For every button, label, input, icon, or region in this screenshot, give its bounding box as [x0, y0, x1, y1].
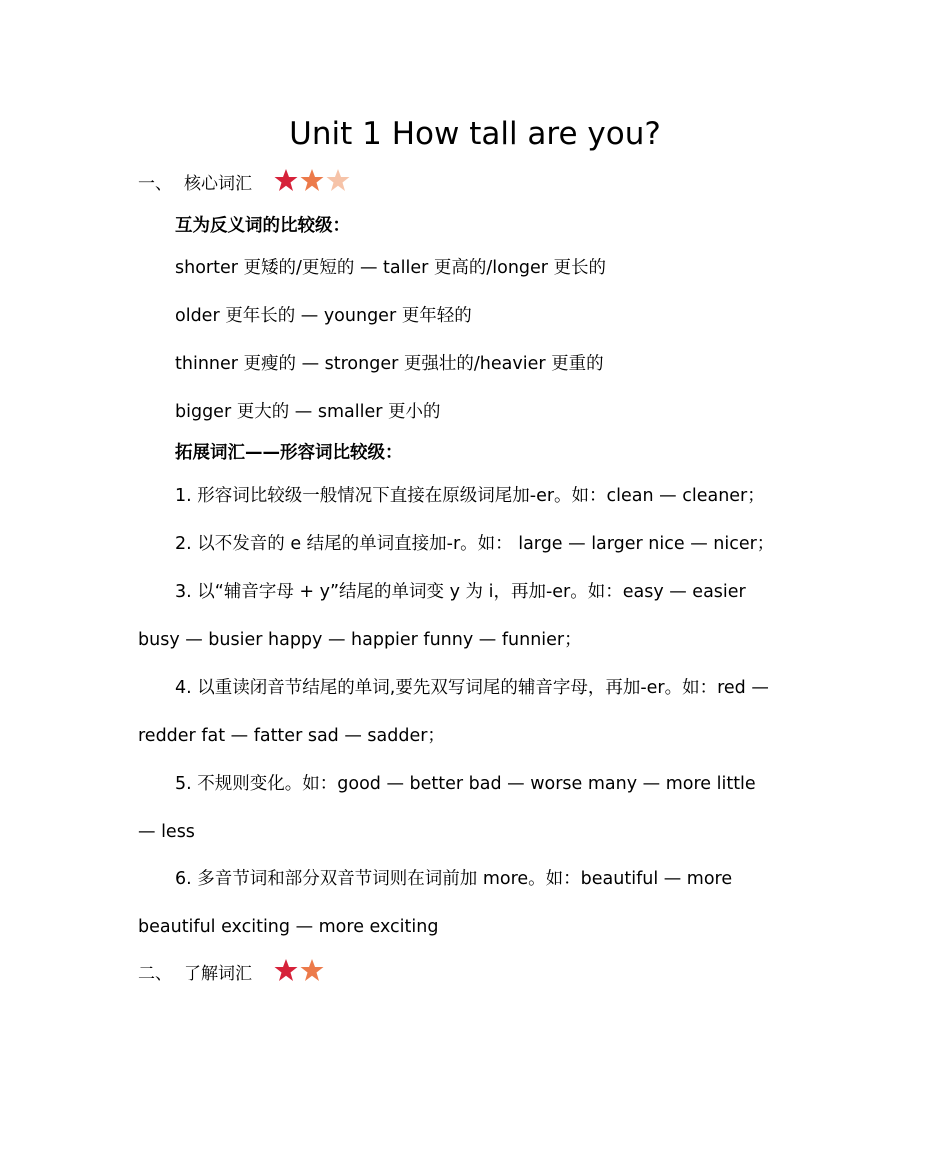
- section-heading-1: [138, 172, 252, 196]
- rule-line: 3. 以“辅音字母 + y”结尾的单词变 y 为 i，再加-er。如：easy — easier: [175, 582, 746, 602]
- section-label: 核心词汇: [184, 174, 252, 194]
- vocab-line: shorter 更矮的/更短的 — taller 更高的/longer 更长的: [175, 258, 607, 278]
- rule-line: 6. 多音节词和部分双音节词则在词前加 more。如：beautiful — more: [175, 869, 733, 889]
- star-icon: [300, 958, 324, 982]
- vocab-line: bigger 更大的 — smaller 更小的: [175, 402, 441, 422]
- rule-line: beautiful exciting — more exciting: [138, 917, 439, 937]
- rule-line: 4. 以重读闭音节结尾的单词,要先双写词尾的辅音字母，再加-er。如：red —: [175, 678, 769, 698]
- section-number: 二、: [138, 964, 172, 984]
- rule-line: 1. 形容词比较级一般情况下直接在原级词尾加-er。如：clean — cleaner；: [175, 486, 765, 506]
- rule-line: 2. 以不发音的 e 结尾的单词直接加-r。如： large — larger nice — nicer；: [175, 534, 775, 554]
- document-title: Unit 1 How tall are you?: [289, 116, 661, 152]
- subheading-extended: 拓展词汇——形容词比较级：: [175, 443, 403, 463]
- vocab-line: thinner 更瘦的 — stronger 更强壮的/heavier 更重的: [175, 354, 604, 374]
- subheading-antonyms: 互为反义词的比较级：: [175, 216, 350, 236]
- rating-stars-1: [274, 168, 350, 192]
- star-icon: [274, 958, 298, 982]
- section-number: 一、: [138, 174, 172, 194]
- star-icon: [326, 168, 350, 192]
- section-label: 了解词汇: [184, 964, 252, 984]
- section-heading-2: [138, 962, 252, 986]
- rule-line: — less: [138, 822, 195, 842]
- rule-line: redder fat — fatter sad — sadder；: [138, 726, 445, 746]
- rule-line: 5. 不规则变化。如：good — better bad — worse many — more little: [175, 774, 756, 794]
- star-icon: [300, 168, 324, 192]
- star-icon: [274, 168, 298, 192]
- vocab-line: older 更年长的 — younger 更年轻的: [175, 306, 472, 326]
- rule-line: busy — busier happy — happier funny — funnier；: [138, 630, 582, 650]
- rating-stars-2: [274, 958, 324, 982]
